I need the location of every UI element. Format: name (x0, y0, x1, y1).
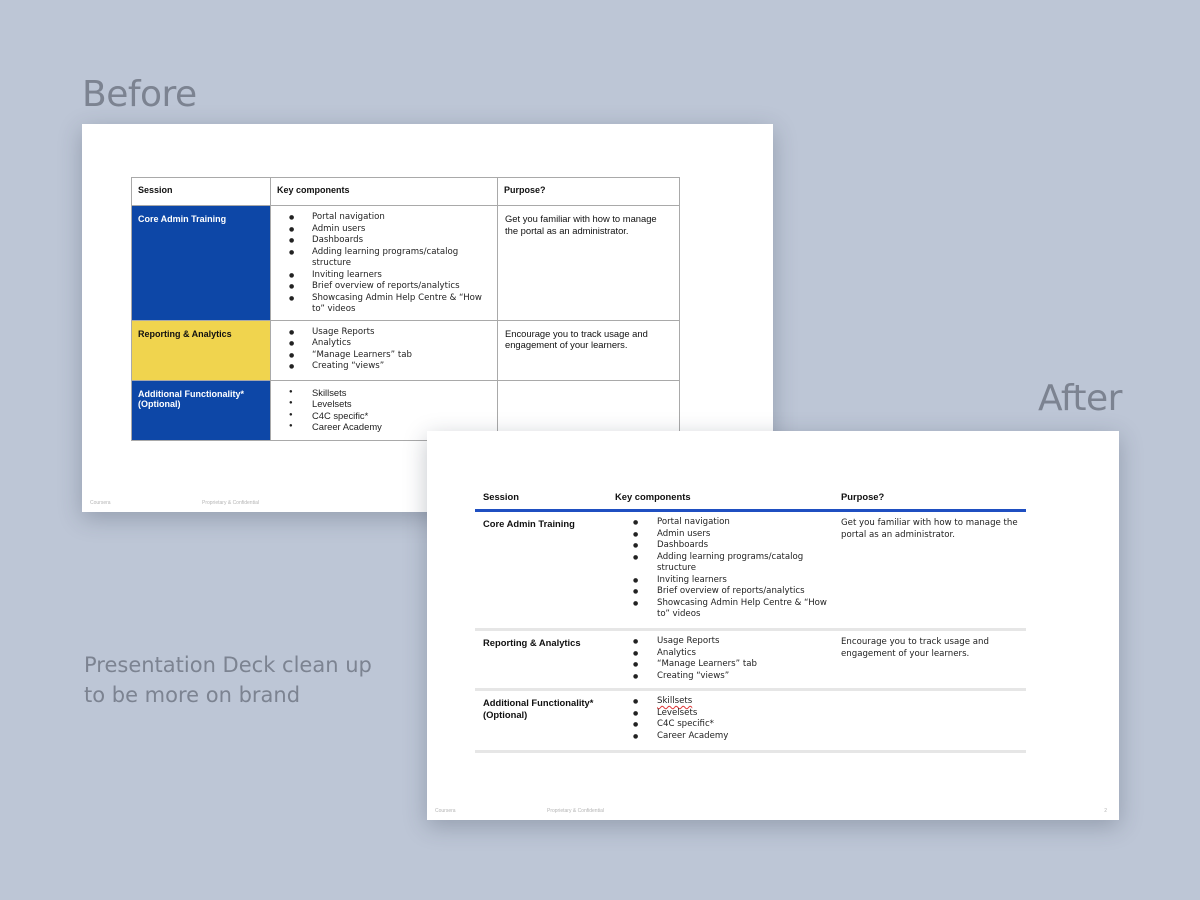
session-label-line1: Additional Functionality* (138, 388, 244, 399)
components-cell (615, 691, 841, 750)
list-item: ● Portal navigation (289, 212, 497, 224)
components-cell (271, 320, 498, 380)
list-item: ● Showcasing Admin Help Centre & “How to” videos (633, 598, 841, 621)
after-session-table (475, 487, 1026, 753)
list-item: ● “Manage Learners” tab (633, 659, 841, 671)
list-item: ● Admin users (633, 529, 841, 541)
list-item: ● Levelsets (289, 398, 497, 410)
purpose-cell: Get you familiar with how to manage the portal as an administrator. (841, 518, 1018, 540)
footer-brand: Coursera (435, 808, 456, 814)
after-label: After (1038, 378, 1122, 419)
components-cell (615, 631, 841, 688)
list-item: ● Inviting learners (633, 575, 841, 587)
session-cell: Reporting & Analytics (132, 320, 271, 380)
session-cell (475, 691, 615, 750)
list-item (633, 696, 841, 708)
caption-line1: Presentation Deck clean up (84, 653, 372, 677)
list-item: ● Portal navigation (633, 517, 841, 529)
list-item: ● Dashboards (633, 540, 841, 552)
components-list (633, 696, 841, 742)
table-row (132, 320, 680, 380)
session-label-line2: (Optional) (483, 708, 528, 720)
table-row (132, 206, 680, 321)
purpose-cell (498, 320, 680, 380)
list-item: ● Adding learning programs/catalog structure (633, 552, 841, 575)
session-label-line2: (Optional) (138, 398, 181, 409)
footer-confidential: Proprietary & Confidential (202, 500, 259, 506)
components-list (289, 327, 497, 373)
header-key-components: Key components (271, 178, 498, 206)
footer-confidential: Proprietary & Confidential (547, 808, 604, 814)
list-item: ● Career Academy (289, 421, 497, 433)
header-key-components: Key components (615, 491, 691, 502)
purpose-cell (498, 206, 680, 321)
spellcheck-word: Skillsets (657, 696, 693, 706)
list-item: ● Skillsets (289, 387, 497, 399)
purpose-cell: Encourage you to track usage and engagement of your learners. (841, 637, 989, 659)
page-number: 2 (1104, 808, 1107, 814)
purpose-text: Get you familiar with how to manage the portal as an administrator. (505, 213, 657, 236)
list-item: ● “Manage Learners” tab (289, 350, 497, 362)
list-item: ● Brief overview of reports/analytics (289, 281, 497, 293)
footer-brand: Coursera (90, 500, 111, 506)
list-item: ● Adding learning programs/catalog structure (289, 247, 497, 270)
list-item: ● Career Academy (633, 731, 841, 743)
list-item: ● Creating “views” (633, 671, 841, 683)
list-item: ● Usage Reports (289, 327, 497, 339)
caption (84, 650, 372, 710)
purpose-cell (841, 691, 1026, 750)
list-item: ● Dashboards (289, 235, 497, 247)
after-slide (427, 431, 1119, 820)
session-cell: Reporting & Analytics (483, 637, 581, 648)
list-item: ● Usage Reports (633, 636, 841, 648)
components-cell (271, 206, 498, 321)
list-item: ● C4C specific* (289, 410, 497, 422)
before-session-table (131, 177, 680, 441)
table-header-row (475, 487, 1026, 512)
session-label-line1: Additional Functionality* (483, 697, 594, 708)
components-list (633, 636, 841, 682)
session-cell: Core Admin Training (132, 206, 271, 321)
list-item: ● Levelsets (633, 708, 841, 720)
table-row (475, 512, 1026, 631)
components-list (633, 517, 841, 621)
header-session: Session (132, 178, 271, 206)
list-item: ● Showcasing Admin Help Centre & “How to” videos (289, 293, 497, 316)
header-purpose: Purpose? (841, 491, 885, 502)
components-list (289, 212, 497, 316)
table-row (475, 691, 1026, 753)
caption-line2: to be more on brand (84, 683, 301, 707)
session-cell (132, 380, 271, 440)
session-cell: Core Admin Training (483, 518, 575, 529)
list-item: ● Brief overview of reports/analytics (633, 586, 841, 598)
list-item: ● Admin users (289, 224, 497, 236)
before-label: Before (82, 74, 197, 115)
list-item: ● Inviting learners (289, 270, 497, 282)
list-item: ● Analytics (289, 338, 497, 350)
list-item: ● Analytics (633, 648, 841, 660)
table-header-row (132, 178, 680, 206)
table-row (475, 631, 1026, 691)
header-session: Session (483, 491, 519, 502)
list-item: ● Creating “views” (289, 361, 497, 373)
header-purpose: Purpose? (498, 178, 680, 206)
purpose-text: Encourage you to track usage and engagement of your learners. (505, 327, 648, 350)
list-item: ● C4C specific* (633, 719, 841, 731)
components-list (289, 387, 497, 433)
components-cell (615, 512, 841, 628)
